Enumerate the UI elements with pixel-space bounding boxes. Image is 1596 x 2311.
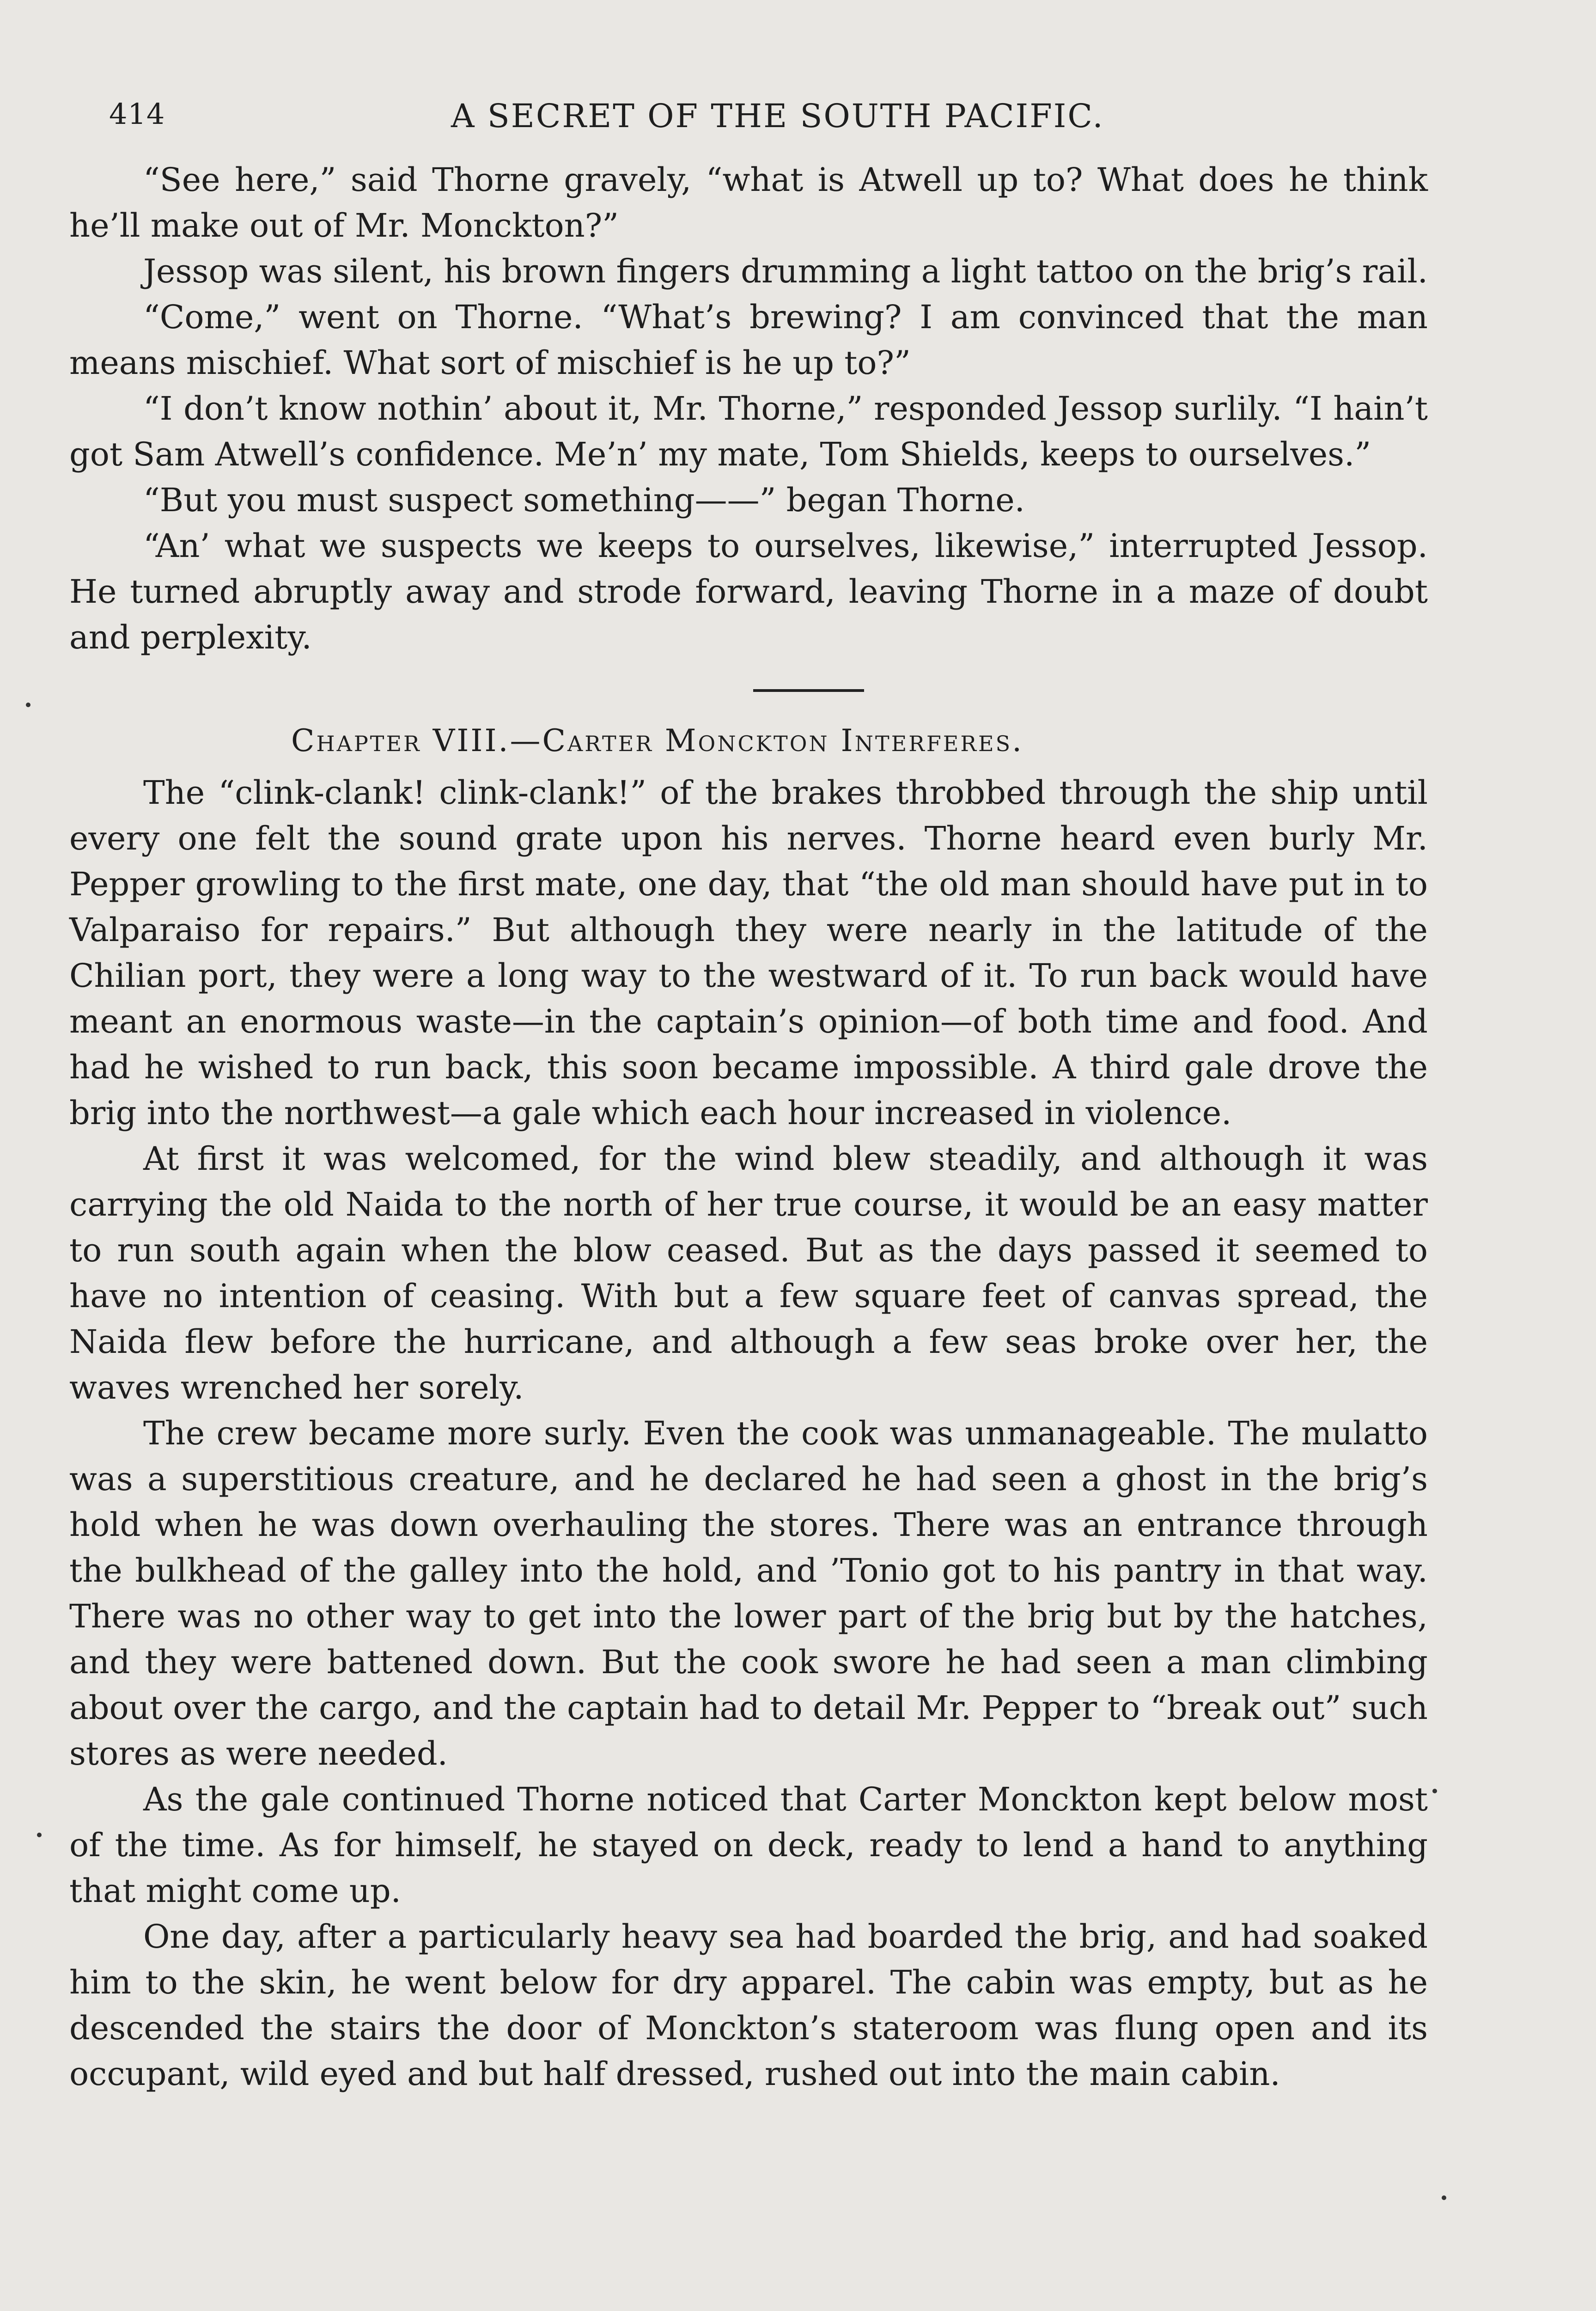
print-speck bbox=[37, 1833, 42, 1837]
section-divider bbox=[753, 689, 864, 692]
paragraph: Jessop was silent, his brown fingers drumming a light tattoo on the brig’s rail. bbox=[143, 252, 1428, 290]
page-number: 414 bbox=[109, 97, 165, 131]
paragraph: “Come,” went on Thorne. “What’s brewing? I am convinced that the man means mischief. What sort of mischief is he up to?” bbox=[69, 298, 1428, 382]
print-speck bbox=[1432, 1789, 1437, 1793]
paragraph: “But you must suspect something——” began Thorne. bbox=[143, 481, 1025, 519]
print-speck bbox=[26, 703, 30, 707]
chapter-heading: Chapter VIII.—Carter Monckton Interferes. bbox=[291, 723, 1024, 758]
page-header bbox=[109, 97, 1435, 148]
paragraph: At first it was welcomed, for the wind blew steadily, and although it was carrying the old Naida to the north of her true course, it would be an easy matter to run south again when the blow ceased. But as the days passed it seemed to have no intention of ceasing. With but a few square feet of canvas spread, the Naida flew before the hurricane, and although a few seas broke over her, the waves wrenched her sorely. bbox=[69, 1140, 1428, 1406]
body-text bbox=[69, 157, 1428, 2097]
paragraph: “See here,” said Thorne gravely, “what is Atwell up to? What does he think he’ll make out of Mr. Monckton?” bbox=[69, 161, 1428, 245]
paragraph: As the gale continued Thorne noticed that Carter Monckton kept below most of the time. As for himself, he stayed on deck, ready to lend a hand to anything that might come up. bbox=[69, 1780, 1428, 1910]
paragraph: The crew became more surly. Even the cook was unmanageable. The mulatto was a superstitious creature, and he declared he had seen a ghost in the brig’s hold when he was down overhauling the stores. There was an entrance through the bulkhead of the galley into the hold, and ’Tonio got to his pantry in that way. There was no other way to get into the lower part of the brig but by the hatches, and they were battened down. But the cook swore he had seen a man climbing about over the cargo, and the captain had to detail Mr. Pepper to “break out” such stores as were needed. bbox=[69, 1414, 1428, 1773]
paragraph: One day, after a particularly heavy sea had boarded the brig, and had soaked him to the skin, he went below for dry apparel. The cabin was empty, but as he descended the stairs the door of Monckton’s stateroom was flung open and its occupant, wild eyed and but half dressed, rushed out into the main cabin. bbox=[69, 1918, 1428, 2093]
running-title: A SECRET OF THE SOUTH PACIFIC. bbox=[451, 97, 1104, 135]
paragraph: The “clink-clank! clink-clank!” of the brakes throbbed through the ship until every one felt the sound grate upon his nerves. Thorne heard even burly Mr. Pepper growling to the first mate, one day, that “the old man should have put in to Valparaiso for repairs.” But although they were nearly in the latitude of the Chilian port, they were a long way to the westward of it. To run back would have meant an enormous waste—in the captain’s opinion—of both time and food. And had he wished to run back, this soon became impossible. A third gale drove the brig into the northwest—a gale which each hour increased in violence. bbox=[69, 774, 1428, 1132]
paragraph: “An’ what we suspects we keeps to ourselves, likewise,” interrupted Jessop. He turned abruptly away and strode forward, leaving Thorne in a maze of doubt and perplexity. bbox=[69, 527, 1428, 656]
print-speck bbox=[1442, 2195, 1446, 2200]
paragraph: “I don’t know nothin’ about it, Mr. Thorne,” responded Jessop surlily. “I hain’t got Sam Atwell’s confidence. Me’n’ my mate, Tom Shields, keeps to ourselves.” bbox=[69, 390, 1428, 473]
